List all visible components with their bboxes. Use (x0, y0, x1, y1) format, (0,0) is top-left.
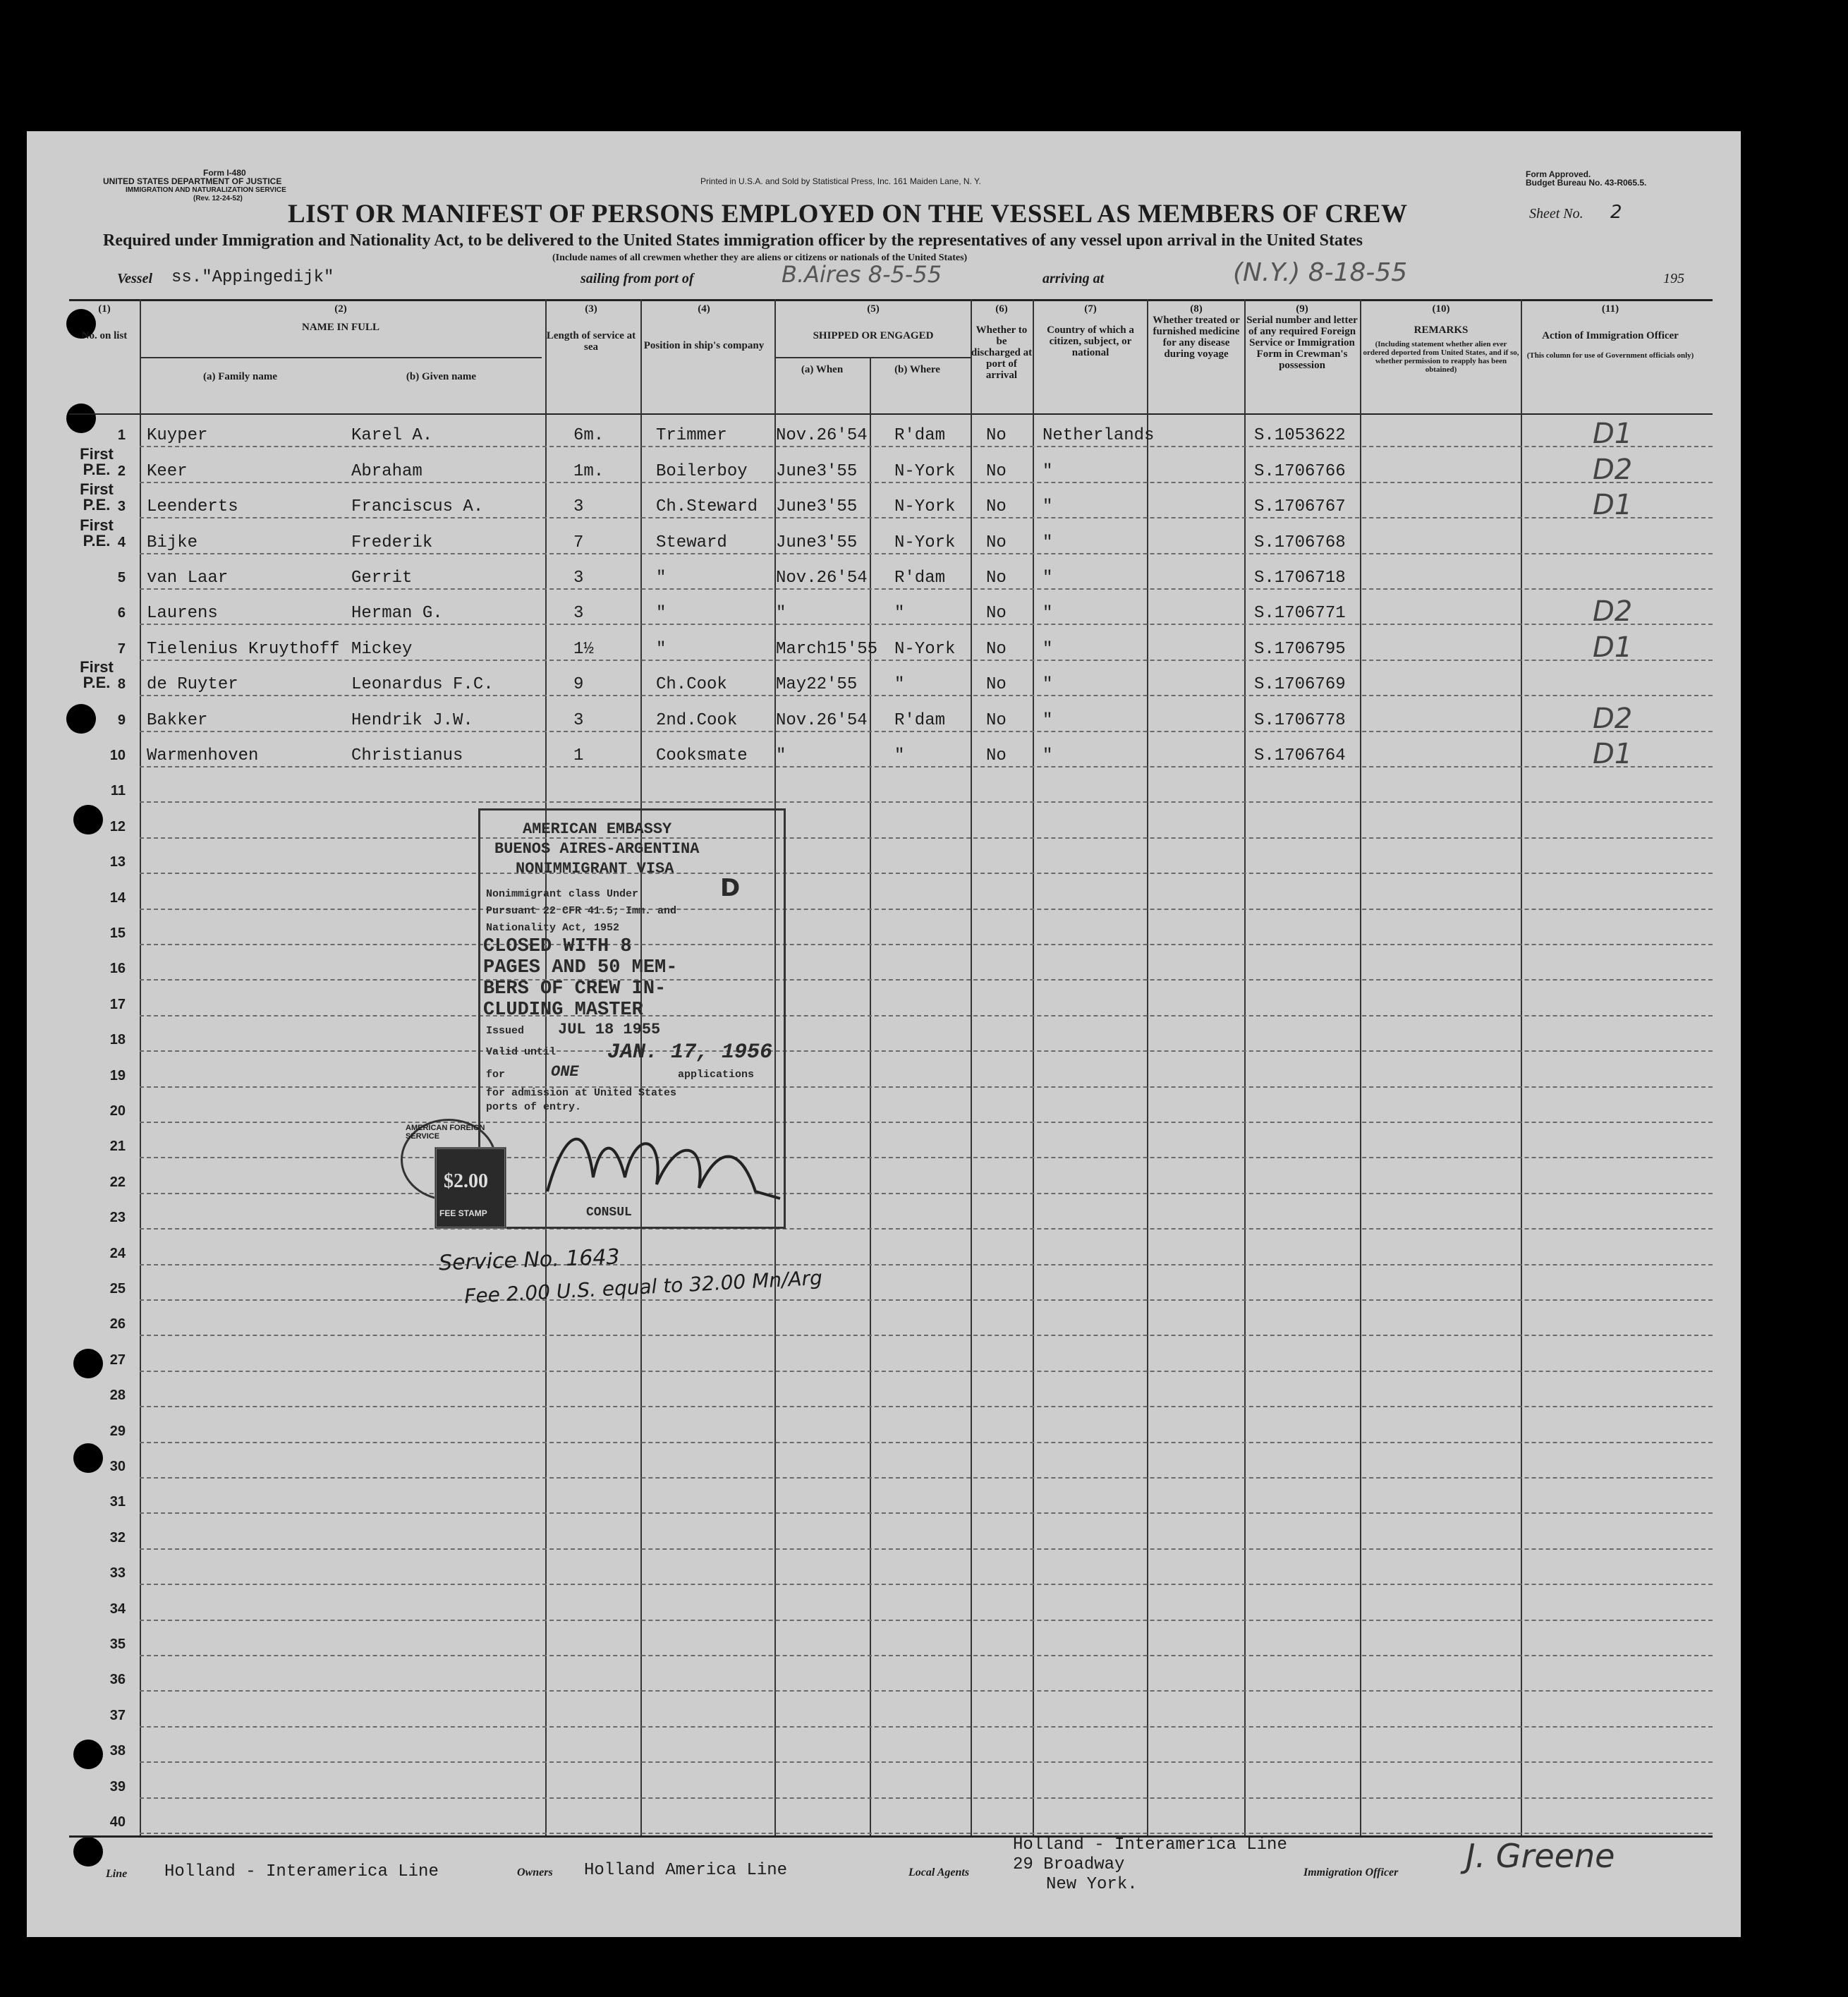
crew-country: " (1042, 675, 1053, 695)
punch-hole (66, 704, 96, 734)
col10-header: REMARKS (1414, 324, 1469, 336)
crew-shipped-when: " (776, 604, 786, 624)
crew-action: D1 (1593, 738, 1633, 770)
column-divider (1033, 299, 1034, 1835)
crew-serial-number: S.1706768 (1254, 533, 1346, 552)
row-rule (140, 1193, 1713, 1194)
agency: UNITED STATES DEPARTMENT OF JUSTICE (103, 176, 282, 186)
row-rule (140, 1157, 1713, 1158)
row-number: 16 (109, 961, 126, 977)
row-rule (140, 1797, 1713, 1799)
row-rule (140, 979, 1713, 981)
column-divider (1244, 299, 1246, 1835)
row-number: 17 (109, 996, 126, 1012)
budget-bureau: Budget Bureau No. 43-R065.5. (1526, 178, 1647, 188)
crew-family-name: Leenderts (147, 497, 238, 517)
crew-position: " (656, 639, 667, 659)
row-number: 15 (109, 925, 126, 941)
vessel-label: Vessel (117, 271, 152, 286)
crew-discharged: No (986, 710, 1007, 730)
stamp-entry: ports of entry. (486, 1101, 582, 1113)
row-rule (140, 1015, 1713, 1016)
crew-country: " (1042, 710, 1053, 730)
row-number: 18 (109, 1032, 126, 1048)
stamp-l6: Nationality Act, 1952 (486, 922, 620, 934)
row-rule (140, 1122, 1713, 1123)
row-number: 36 (109, 1672, 126, 1688)
row-number: 25 (109, 1281, 126, 1297)
include-text: (Include names of all crewmen whether they are aliens or citizens or nationals of the United States) (552, 253, 968, 263)
row-number: 7 (117, 641, 126, 657)
arriving-port: (N.Y.) 8-18-55 (1233, 258, 1408, 287)
crew-service-length: 7 (573, 533, 584, 552)
crew-given-name: Christianus (351, 746, 463, 765)
crew-position: " (656, 604, 667, 624)
row-number: 19 (109, 1067, 126, 1084)
form-approved: Form Approved. (1526, 169, 1591, 179)
row-rule (140, 1050, 1713, 1052)
stamp-issued-label: Issued (486, 1025, 525, 1037)
row-number: 31 (109, 1494, 126, 1510)
sailing-label: sailing from port of (580, 271, 694, 286)
crew-action: D1 (1593, 489, 1633, 522)
crew-given-name: Frederik (351, 533, 433, 552)
crew-service-length: 1½ (573, 639, 594, 659)
crew-service-length: 1 (573, 746, 584, 765)
row-rule (140, 873, 1713, 874)
row-number: 21 (109, 1139, 126, 1155)
crew-shipped-where: N-York (894, 497, 956, 517)
crew-shipped-where: R'dam (894, 426, 946, 446)
crew-discharged: No (986, 746, 1007, 765)
row-rule (140, 731, 1713, 732)
crew-service-length: 3 (573, 710, 584, 730)
crew-position: Trimmer (656, 426, 727, 446)
crew-service-length: 3 (573, 569, 584, 588)
column-divider (140, 299, 141, 1835)
crew-given-name: Leonardus F.C. (351, 675, 494, 695)
row-number: 10 (109, 748, 126, 763)
crew-serial-number: S.1706764 (1254, 746, 1346, 765)
col10-num: (10) (1432, 303, 1450, 315)
row-rule (140, 1086, 1713, 1088)
row-rule (140, 446, 1713, 447)
crew-service-length: 9 (573, 675, 584, 695)
crew-shipped-where: " (894, 675, 905, 695)
footer-officer-signature: J. Greene (1466, 1837, 1615, 1875)
column-divider (1147, 299, 1148, 1835)
sheet-label: Sheet No. (1529, 206, 1583, 221)
stamp-visa-type: NONIMMIGRANT VISA (516, 860, 674, 878)
row-rule (140, 1726, 1713, 1728)
crew-discharged: No (986, 426, 1007, 446)
col2-header: NAME IN FULL (301, 322, 379, 333)
stamp-class: D (720, 874, 741, 902)
row-number: 37 (109, 1707, 126, 1723)
row-rule (140, 1335, 1713, 1336)
row-rule (140, 909, 1713, 910)
row-rule (140, 1512, 1713, 1514)
stamp-issued-date: JUL 18 1955 (558, 1021, 661, 1038)
row-rule (140, 1620, 1713, 1621)
crew-position: Ch.Cook (656, 675, 727, 695)
footer-owners-value: Holland America Line (584, 1861, 788, 1880)
stamp-closed-3: BERS OF CREW IN- (483, 978, 667, 1000)
crew-discharged: No (986, 497, 1007, 517)
column-divider (971, 299, 972, 1835)
crew-family-name: Laurens (147, 604, 218, 624)
crew-country: " (1042, 639, 1053, 659)
crew-shipped-when: June3'55 (776, 461, 858, 481)
col3-header: Length of service at sea (546, 330, 636, 353)
row-number: 29 (109, 1423, 126, 1439)
crew-shipped-where: " (894, 604, 905, 624)
column-divider (1360, 299, 1361, 1835)
stamp-l4: Nonimmigrant class Under (486, 888, 639, 900)
crew-family-name: Bijke (147, 533, 198, 552)
row-number: 27 (109, 1352, 126, 1368)
row-rule (140, 1371, 1713, 1372)
row-number: 38 (109, 1743, 126, 1759)
year-suffix: 195 (1663, 271, 1684, 286)
page-title: LIST OR MANIFEST OF PERSONS EMPLOYED ON THE VESSEL AS MEMBERS OF CREW (288, 200, 1408, 229)
col5a-header: (a) When (801, 364, 844, 375)
col4-num: (4) (698, 303, 710, 315)
punch-hole (73, 1837, 103, 1867)
row-rule (140, 1584, 1713, 1585)
row-rule (140, 1228, 1713, 1230)
sailing-port: B.Aires 8-5-55 (782, 261, 942, 288)
col2b-header: (b) Given name (406, 371, 477, 382)
crew-shipped-when: June3'55 (776, 497, 858, 517)
stamp-admission: for admission at United States (486, 1087, 677, 1099)
col3-num: (3) (585, 303, 597, 315)
row-number: 34 (109, 1601, 126, 1617)
row-number: 9 (117, 712, 126, 728)
manifest-sheet (27, 131, 1741, 1937)
crew-action: D2 (1593, 595, 1633, 629)
row-number: 39 (109, 1778, 126, 1795)
col6-header: Whether to be discharged at port of arrival (971, 324, 1033, 381)
row-number: 5 (117, 570, 126, 585)
col10-note: (Including statement whether alien ever ordered deported from United States, and if so, whether permission to reapply has been obtained) (1363, 340, 1519, 374)
row-prefix: First P.E. (80, 444, 114, 478)
col2a-header: (a) Family name (203, 371, 277, 382)
revision: (Rev. 12-24-52) (193, 195, 243, 202)
row-number: 6 (117, 605, 126, 621)
sheet-number: 2 (1610, 202, 1622, 223)
printed-by: Printed in U.S.A. and Sold by Statistical Press, Inc. 161 Maiden Lane, N. Y. (700, 176, 981, 186)
crew-given-name: Franciscus A. (351, 497, 484, 517)
row-number: 3 (117, 499, 126, 515)
row-rule (140, 588, 1713, 590)
crew-country: " (1042, 497, 1053, 517)
row-prefix: First P.E. (80, 516, 114, 550)
crew-action: D1 (1593, 631, 1633, 664)
row-number: 28 (109, 1388, 126, 1404)
col9-num: (9) (1296, 303, 1308, 315)
crew-discharged: No (986, 675, 1007, 695)
crew-discharged: No (986, 569, 1007, 588)
row-number: 12 (109, 818, 126, 834)
col1-num: (1) (98, 303, 111, 315)
row-rule (140, 482, 1713, 483)
col8-num: (8) (1190, 303, 1203, 315)
fee-stamp-value: $2.00 (444, 1170, 488, 1192)
crew-country: Netherlands (1042, 426, 1155, 446)
stamp-for-label: for (486, 1069, 506, 1081)
col4-header: Position in ship's company (643, 340, 765, 351)
footer-agents-line1: Holland - Interamerica Line (1013, 1835, 1287, 1855)
row-rule (140, 553, 1713, 554)
stamp-closed-2: PAGES AND 50 MEM- (483, 957, 678, 978)
row-rule (140, 837, 1713, 839)
punch-hole (66, 403, 96, 433)
fee-stamp (434, 1147, 506, 1229)
crew-position: " (656, 569, 667, 588)
crew-position: Steward (656, 533, 727, 552)
footer-line-value: Holland - Interamerica Line (164, 1862, 439, 1881)
crew-given-name: Karel A. (351, 426, 433, 446)
crew-action: D1 (1593, 418, 1633, 451)
stamp-city: BUENOS AIRES-ARGENTINA (494, 840, 700, 858)
row-rule (140, 1299, 1713, 1301)
row-rule (140, 766, 1713, 767)
crew-shipped-where: N-York (894, 461, 956, 481)
stamp-closed-4: CLUDING MASTER (483, 1000, 643, 1021)
row-number: 24 (109, 1245, 126, 1261)
row-number: 20 (109, 1103, 126, 1119)
crew-family-name: Bakker (147, 710, 208, 730)
stamp-consul: CONSUL (586, 1206, 632, 1220)
consul-signature (544, 1114, 784, 1206)
form-number: Form I-480 (203, 168, 246, 178)
crew-discharged: No (986, 533, 1007, 552)
crew-service-length: 6m. (573, 426, 604, 446)
col6-num: (6) (995, 303, 1008, 315)
col9-header: Serial number and letter of any required Foreign Service or Immigration Form in Crewman's possession (1246, 315, 1358, 371)
row-number: 4 (117, 534, 126, 550)
crew-serial-number: S.1706766 (1254, 461, 1346, 481)
column-divider (1521, 299, 1522, 1835)
crew-serial-number: S.1706795 (1254, 639, 1346, 659)
crew-shipped-where: R'dam (894, 569, 946, 588)
crew-discharged: No (986, 604, 1007, 624)
stamp-applications: applications (678, 1069, 755, 1081)
row-rule (140, 1406, 1713, 1407)
crew-family-name: de Ruyter (147, 675, 238, 695)
crew-given-name: Gerrit (351, 569, 413, 588)
row-number: 30 (109, 1459, 126, 1474)
row-rule (140, 1833, 1713, 1834)
footer-line-label: Line (106, 1868, 128, 1880)
crew-country: " (1042, 746, 1053, 765)
row-prefix: First P.E. (80, 480, 114, 514)
crew-shipped-when: Nov.26'54 (776, 569, 868, 588)
stamp-closed-1: CLOSED WITH 8 (483, 936, 632, 957)
crew-family-name: Warmenhoven (147, 746, 259, 765)
col5-num: (5) (867, 303, 880, 315)
crew-position: 2nd.Cook (656, 710, 738, 730)
col7-header: Country of which a citizen, subject, or national (1047, 324, 1134, 358)
required-text: Required under Immigration and Nationality Act, to be delivered to the United States immigration officer by the representatives of any vessel upon arrival in the United States (103, 231, 1363, 250)
crew-shipped-where: N-York (894, 533, 956, 552)
footer-agents-line2: 29 Broadway (1013, 1855, 1125, 1874)
col8-header: Whether treated or furnished medicine for any disease during voyage (1153, 315, 1240, 360)
crew-position: Cooksmate (656, 746, 748, 765)
crew-given-name: Hendrik J.W. (351, 710, 473, 730)
row-number: 8 (117, 676, 126, 693)
crew-shipped-when: Nov.26'54 (776, 426, 868, 446)
crew-action: D2 (1593, 702, 1633, 735)
row-number: 26 (109, 1316, 126, 1333)
arriving-label: arriving at (1042, 271, 1105, 286)
crew-discharged: No (986, 461, 1007, 481)
crew-serial-number: S.1706771 (1254, 604, 1346, 624)
crew-action: D2 (1593, 453, 1633, 486)
col11-header: Action of Immigration Officer (1542, 330, 1679, 341)
crew-shipped-when: June3'55 (776, 533, 858, 552)
crew-serial-number: S.1053622 (1254, 426, 1346, 446)
stamp-valid-label: Valid until (486, 1046, 557, 1058)
row-number: 23 (109, 1210, 126, 1226)
row-number: 22 (109, 1174, 126, 1190)
crew-shipped-where: " (894, 746, 905, 765)
row-rule (140, 1477, 1713, 1479)
crew-service-length: 1m. (573, 461, 604, 481)
row-prefix: First P.E. (80, 658, 114, 692)
crew-family-name: Tielenius Kruythoff (147, 639, 340, 659)
row-number: 35 (109, 1637, 126, 1652)
crew-shipped-when: May22'55 (776, 675, 858, 695)
crew-discharged: No (986, 639, 1007, 659)
footer-officer-label: Immigration Officer (1303, 1867, 1399, 1878)
crew-country: " (1042, 569, 1053, 588)
handwritten-fee-note: Fee 2.00 U.S. equal to 32.00 Mn/Arg (463, 1265, 823, 1309)
stamp-l5: Pursuant 22 CFR 41.5; Imm. and (486, 905, 677, 917)
footer-agents-line3: New York. (1046, 1875, 1138, 1894)
crew-shipped-where: R'dam (894, 710, 946, 730)
row-rule (140, 1655, 1713, 1656)
row-rule (140, 695, 1713, 696)
crew-given-name: Herman G. (351, 604, 443, 624)
crew-position: Boilerboy (656, 461, 748, 481)
row-rule (140, 517, 1713, 518)
footer-agents-label: Local Agents (908, 1867, 970, 1878)
row-number: 11 (110, 783, 126, 799)
crew-shipped-when: " (776, 746, 786, 765)
stamp-valid-date: JAN. 17, 1956 (607, 1040, 773, 1064)
crew-shipped-when: Nov.26'54 (776, 710, 868, 730)
crew-service-length: 3 (573, 497, 584, 517)
crew-serial-number: S.1706769 (1254, 675, 1346, 695)
crew-country: " (1042, 604, 1053, 624)
row-number: 2 (117, 463, 126, 479)
column-divider (870, 357, 871, 1835)
crew-shipped-when: March15'55 (776, 639, 878, 659)
handwritten-service-no: Service No. 1643 (438, 1244, 621, 1276)
row-number: 33 (109, 1565, 126, 1582)
row-number: 32 (109, 1529, 126, 1546)
col5-header: SHIPPED OR ENGAGED (813, 330, 934, 341)
service-name: IMMIGRATION AND NATURALIZATION SERVICE (126, 186, 286, 194)
row-rule (140, 660, 1713, 661)
crew-shipped-where: N-York (894, 639, 956, 659)
row-rule (140, 624, 1713, 625)
stamp-for-value: ONE (551, 1063, 579, 1081)
stamp-embassy: AMERICAN EMBASSY (523, 820, 672, 838)
col11-num: (11) (1601, 303, 1619, 315)
crew-serial-number: S.1706767 (1254, 497, 1346, 517)
row-number: 40 (109, 1814, 126, 1830)
row-rule (140, 1761, 1713, 1763)
col5b-header: (b) Where (894, 364, 940, 375)
row-number: 14 (109, 890, 126, 906)
row-number: 1 (117, 427, 126, 444)
row-rule (140, 801, 1713, 803)
crew-given-name: Mickey (351, 639, 413, 659)
crew-given-name: Abraham (351, 461, 423, 481)
row-rule (140, 1548, 1713, 1550)
col2-num: (2) (334, 303, 347, 315)
col7-num: (7) (1084, 303, 1097, 315)
col1-header: No. on list (81, 330, 128, 341)
footer-owners-label: Owners (517, 1867, 553, 1878)
fee-stamp-label: FEE STAMP (439, 1208, 487, 1218)
row-rule (140, 1690, 1713, 1692)
row-rule (140, 1442, 1713, 1443)
col11-note: (This column for use of Government officials only) (1526, 351, 1694, 360)
vessel-name: ss."Appingedijk" (171, 268, 334, 287)
crew-service-length: 3 (573, 604, 584, 624)
crew-serial-number: S.1706718 (1254, 569, 1346, 588)
crew-family-name: Kuyper (147, 426, 208, 446)
crew-country: " (1042, 461, 1053, 481)
embassy-visa-stamp (478, 808, 786, 1229)
crew-country: " (1042, 533, 1053, 552)
fee-seal-text: AMERICAN FOREIGN SERVICE (406, 1124, 485, 1141)
crew-position: Ch.Steward (656, 497, 758, 517)
crew-family-name: Keer (147, 461, 188, 481)
crew-family-name: van Laar (147, 569, 229, 588)
crew-serial-number: S.1706778 (1254, 710, 1346, 730)
row-rule (140, 944, 1713, 945)
row-rule (140, 1264, 1713, 1265)
row-number: 13 (109, 854, 126, 870)
